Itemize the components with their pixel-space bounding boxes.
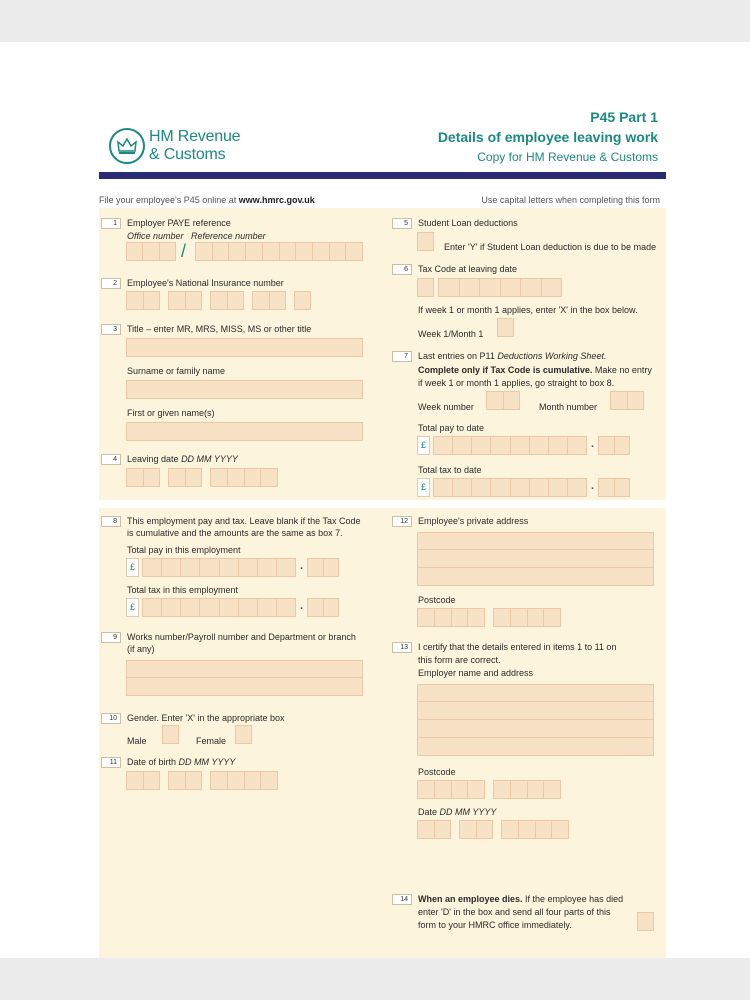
- surname-label: Surname or family name: [127, 366, 226, 376]
- p45-form: [99, 42, 666, 958]
- death-label: When an employee dies. If the employee has died: [418, 894, 624, 904]
- female-label: Female: [196, 736, 227, 746]
- ni-label: Employee's National Insurance number: [127, 278, 284, 288]
- form-title: Details of employee leaving work: [437, 129, 658, 145]
- form-subtitle: Copy for HM Revenue & Customs: [477, 150, 658, 164]
- box-number: 6: [392, 264, 412, 275]
- pound-sign: £: [126, 598, 139, 617]
- death-input[interactable]: [637, 912, 654, 931]
- paye-label: Employer PAYE reference: [127, 218, 231, 228]
- decimal-point: .: [591, 480, 595, 492]
- student-loan-label: Student Loan deductions: [418, 218, 518, 228]
- cert-year-input[interactable]: [501, 820, 569, 839]
- box-number: 13: [392, 642, 412, 653]
- first-name-label: First or given name(s): [127, 408, 215, 418]
- p11-instruction-2: if week 1 or month 1 applies, go straight to box 8.: [418, 378, 615, 388]
- employer-address-input[interactable]: [417, 684, 654, 756]
- week-number-input[interactable]: [486, 391, 520, 410]
- paye-sublabels: Office number Reference number: [127, 231, 266, 241]
- crown-icon: [109, 128, 145, 164]
- paye-separator: /: [181, 241, 187, 261]
- postcode-label: Postcode: [418, 595, 456, 605]
- death-label-3: form to your HMRC office immediately.: [418, 920, 572, 930]
- total-pay-to-date-label: Total pay to date: [418, 423, 485, 433]
- death-label-2: enter 'D' in the box and send all four parts of this: [418, 907, 611, 917]
- week-number-label: Week number: [418, 402, 474, 412]
- month-number-input[interactable]: [610, 391, 644, 410]
- leaving-day-input[interactable]: [126, 468, 160, 487]
- total-tax-to-date-label: Total tax to date: [418, 465, 482, 475]
- pound-sign: £: [417, 478, 430, 497]
- private-address-input[interactable]: [417, 532, 654, 586]
- date-label: Date DD MM YYYY: [418, 807, 497, 817]
- total-tax-employment-pence[interactable]: [307, 598, 339, 617]
- postcode-input-2[interactable]: [493, 608, 561, 627]
- employer-postcode-input-2[interactable]: [493, 780, 561, 799]
- header-rule: [99, 172, 666, 179]
- total-pay-employment-label: Total pay in this employment: [127, 545, 241, 555]
- form-part: P45 Part 1: [590, 109, 658, 125]
- employment-pay-label-2: is cumulative and the amounts are the same as box 7.: [127, 528, 343, 538]
- box-number: 1: [101, 218, 121, 229]
- employment-pay-label: This employment pay and tax. Leave blank if the Tax Code: [127, 516, 361, 526]
- gender-label: Gender. Enter 'X' in the appropriate box: [127, 713, 285, 723]
- page-sheet: [0, 42, 750, 958]
- reference-number-input[interactable]: [195, 242, 363, 261]
- male-label: Male: [127, 736, 147, 746]
- ni-input-3[interactable]: [210, 291, 244, 310]
- works-number-input[interactable]: [126, 660, 363, 696]
- cert-day-input[interactable]: [417, 820, 451, 839]
- box-number: 10: [101, 713, 121, 724]
- capitals-note: Use capital letters when completing this form: [481, 195, 660, 205]
- works-number-label: Works number/Payroll number and Department or branch: [127, 632, 356, 642]
- tax-code-input-1[interactable]: [417, 278, 434, 297]
- decimal-point: .: [300, 600, 304, 612]
- total-tax-employment-label: Total tax in this employment: [127, 585, 239, 595]
- p11-instruction: Complete only if Tax Code is cumulative. Make no entry: [418, 365, 652, 375]
- dob-month-input[interactable]: [168, 771, 202, 790]
- leaving-year-input[interactable]: [210, 468, 278, 487]
- tax-code-input[interactable]: [438, 278, 562, 297]
- male-checkbox[interactable]: [162, 725, 179, 744]
- form-heading: [438, 108, 658, 166]
- decimal-point: .: [300, 560, 304, 572]
- section-employer-employee: [99, 208, 666, 500]
- dob-label: Date of birth DD MM YYYY: [127, 757, 236, 767]
- box-number: 3: [101, 324, 121, 335]
- section-employment-details: [99, 508, 666, 958]
- week1-month1-input[interactable]: [497, 318, 514, 337]
- office-number-input[interactable]: [126, 242, 176, 261]
- postcode-input-1[interactable]: [417, 608, 485, 627]
- box-number: 9: [101, 632, 121, 643]
- title-label: Title – enter MR, MRS, MISS, MS or other title: [127, 324, 312, 334]
- ni-input-5[interactable]: [294, 291, 311, 310]
- box-number: 7: [392, 351, 412, 362]
- female-checkbox[interactable]: [235, 725, 252, 744]
- box-number: 11: [101, 757, 121, 768]
- dob-day-input[interactable]: [126, 771, 160, 790]
- total-pay-employment-pence[interactable]: [307, 558, 339, 577]
- certify-label: I certify that the details entered in items 1 to 11 on: [418, 642, 617, 652]
- leaving-date-label: Leaving date DD MM YYYY: [127, 454, 238, 464]
- online-note: File your employee's P45 online at www.hmrc.gov.uk: [99, 195, 315, 205]
- total-tax-employment-input[interactable]: [142, 598, 296, 617]
- box-number: 5: [392, 218, 412, 229]
- works-number-label-2: (if any): [127, 644, 155, 654]
- ni-input-2[interactable]: [168, 291, 202, 310]
- total-tax-pence-input[interactable]: [598, 478, 630, 497]
- box-number: 4: [101, 454, 121, 465]
- leaving-month-input[interactable]: [168, 468, 202, 487]
- student-loan-hint: Enter 'Y' if Student Loan deduction is due to be made: [444, 242, 657, 252]
- org-name: HM Revenue & Customs: [149, 128, 241, 163]
- total-pay-to-date-input[interactable]: [433, 436, 587, 455]
- student-loan-input[interactable]: [417, 232, 434, 251]
- tax-code-hint: If week 1 or month 1 applies, enter 'X' in the box below.: [418, 305, 638, 315]
- title-input[interactable]: [126, 338, 363, 357]
- p11-label: Last entries on P11 Deductions Working Sheet.: [418, 351, 607, 361]
- ni-input-1[interactable]: [126, 291, 160, 310]
- tax-code-label: Tax Code at leaving date: [418, 264, 518, 274]
- total-tax-to-date-input[interactable]: [433, 478, 587, 497]
- first-name-input[interactable]: [126, 422, 363, 441]
- cert-month-input[interactable]: [459, 820, 493, 839]
- ni-input-4[interactable]: [252, 291, 286, 310]
- box-number: 8: [101, 516, 121, 527]
- certify-label-2: this form are correct.: [418, 655, 501, 665]
- surname-input[interactable]: [126, 380, 363, 399]
- total-pay-employment-input[interactable]: [142, 558, 296, 577]
- week1-label: Week 1/Month 1: [418, 329, 484, 339]
- box-number: 2: [101, 278, 121, 289]
- month-number-label: Month number: [539, 402, 598, 412]
- pound-sign: £: [126, 558, 139, 577]
- employer-name-label: Employer name and address: [418, 668, 534, 678]
- decimal-point: .: [591, 438, 595, 450]
- box-number: 14: [392, 894, 412, 905]
- employer-postcode-label: Postcode: [418, 767, 456, 777]
- employer-postcode-input-1[interactable]: [417, 780, 485, 799]
- dob-year-input[interactable]: [210, 771, 278, 790]
- pound-sign: £: [417, 436, 430, 455]
- box-number: 12: [392, 516, 412, 527]
- total-pay-pence-input[interactable]: [598, 436, 630, 455]
- private-address-label: Employee's private address: [418, 516, 529, 526]
